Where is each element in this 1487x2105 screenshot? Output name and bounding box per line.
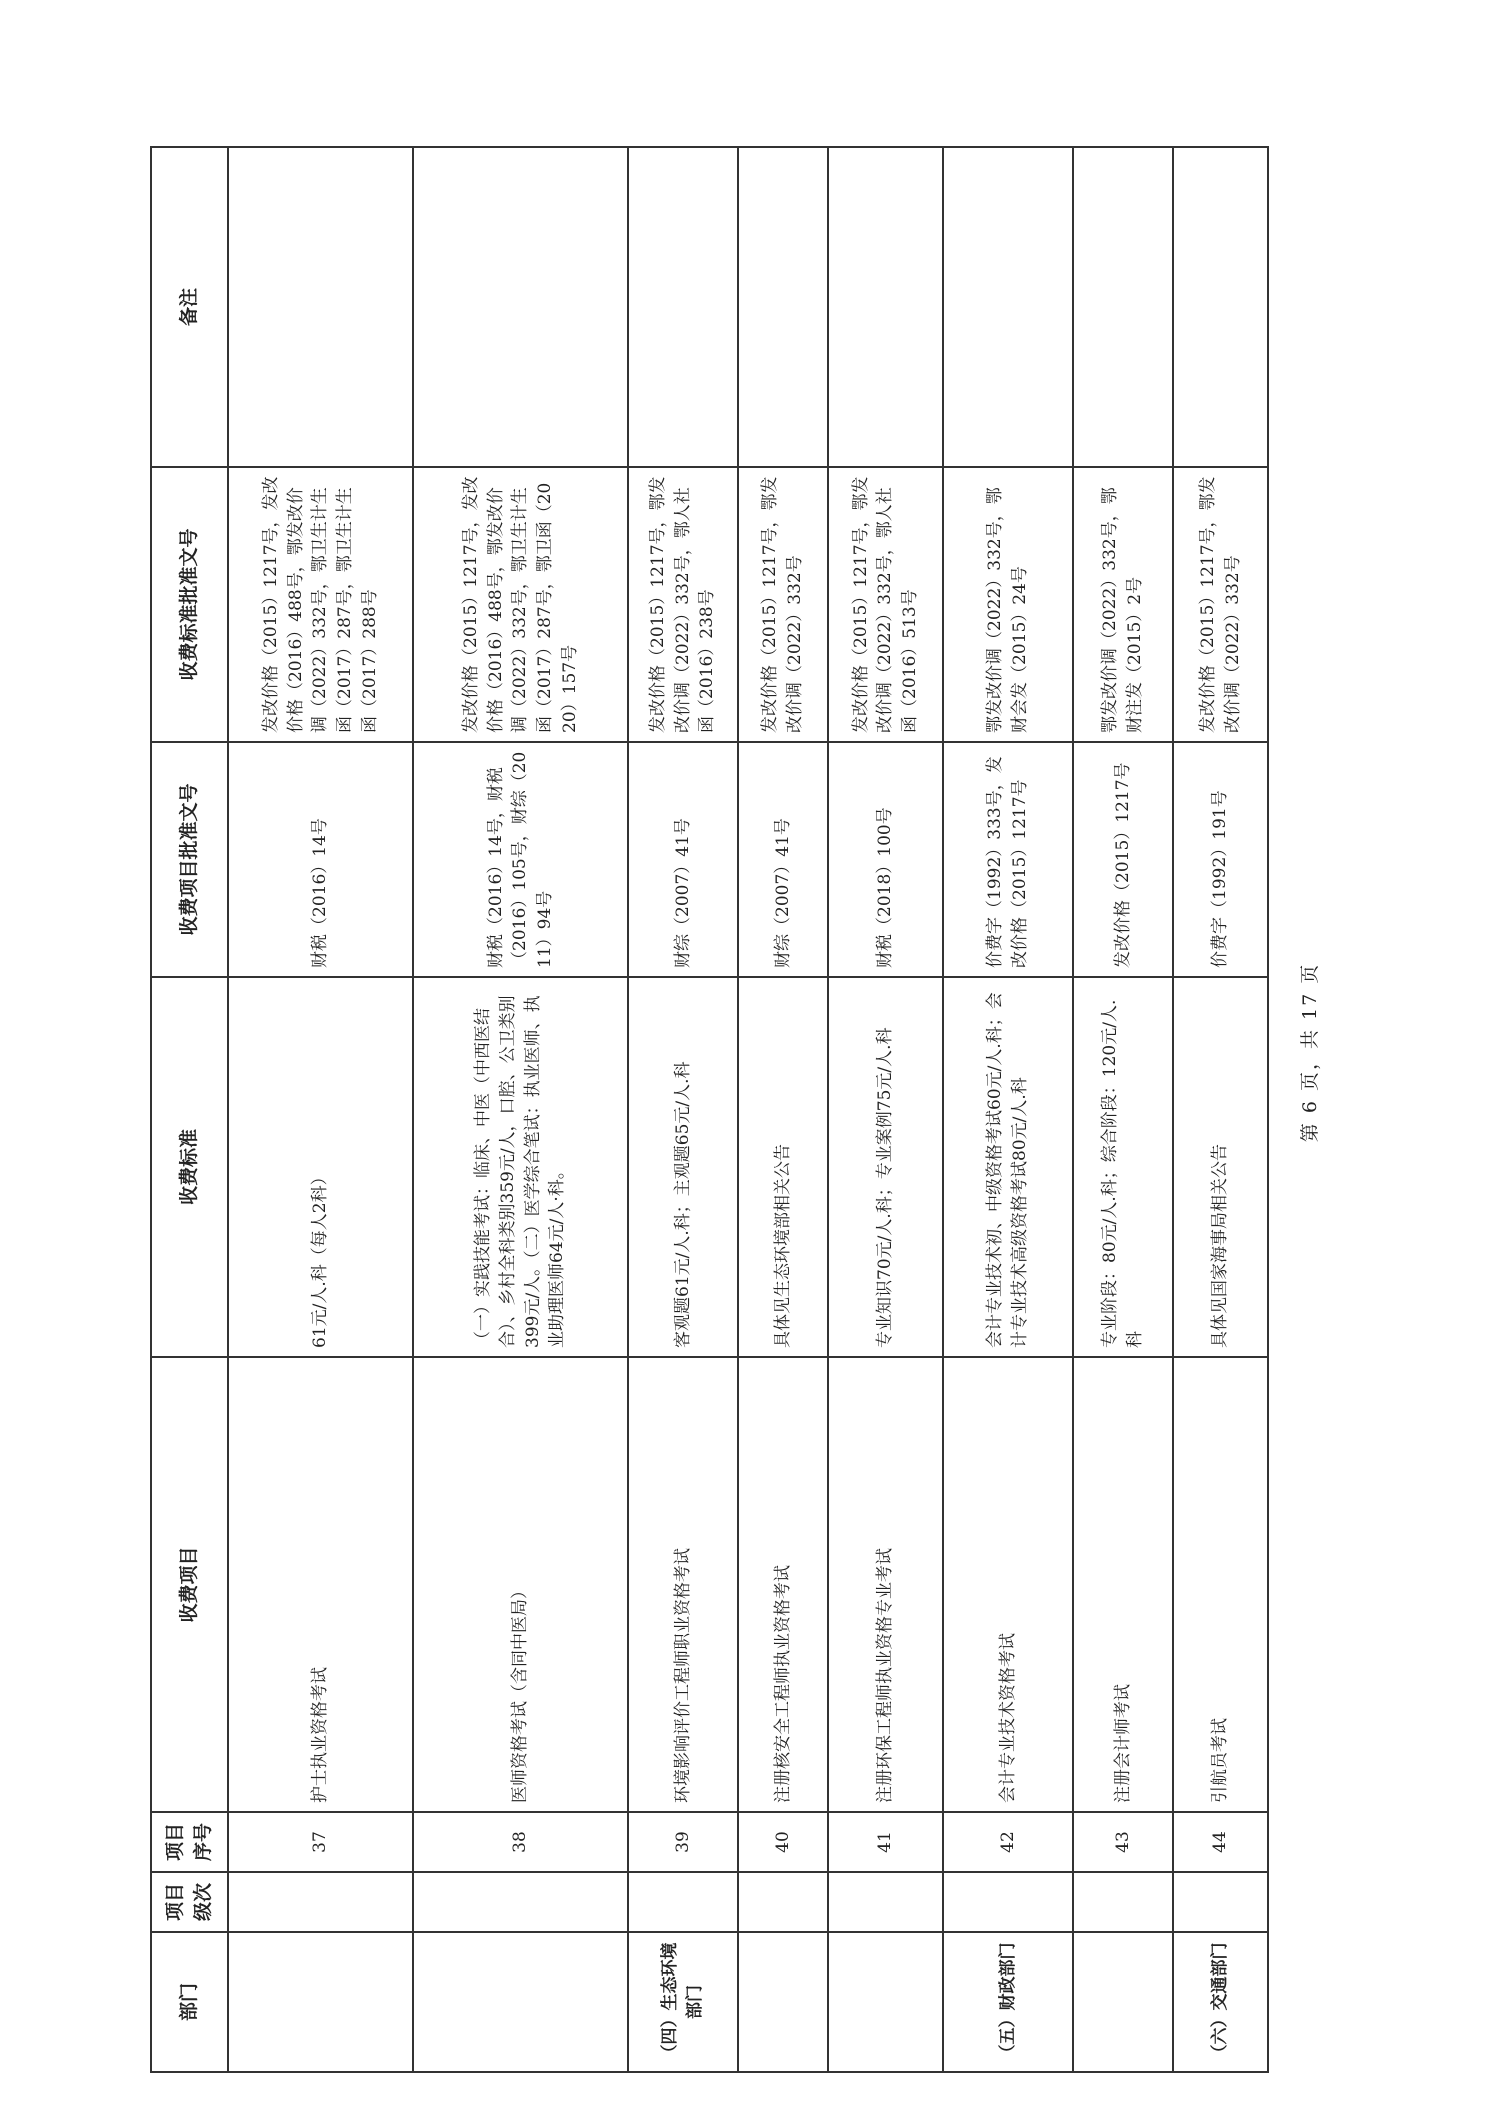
cell-note bbox=[228, 147, 413, 467]
cell-price-doc: 发改价格（2015）1217号，鄂发改价调（2022）332号 bbox=[738, 467, 828, 742]
header-level: 项目级次 bbox=[151, 1872, 228, 1932]
cell-project-doc: 财综（2007）41号 bbox=[738, 742, 828, 977]
table-row bbox=[1173, 147, 1268, 2072]
cell-price-doc: 发改价格（2015）1217号，鄂发改价调（2022）332号，鄂人社函（2016）513号 bbox=[828, 467, 943, 742]
cell-seq: 38 bbox=[413, 1812, 628, 1872]
cell-price-doc: 发改价格（2015）1217号，鄂发改价调（2022）332号，鄂人社函（2016）238号 bbox=[628, 467, 738, 742]
cell-item: 环境影响评价工程师职业资格考试 bbox=[628, 1357, 738, 1812]
cell-note bbox=[943, 147, 1073, 467]
cell-level bbox=[628, 1872, 738, 1932]
cell-project-doc: 财综（2007）41号 bbox=[628, 742, 738, 977]
cell-standard: 61元/人.科（每人2科） bbox=[228, 977, 413, 1357]
cell-note bbox=[413, 147, 628, 467]
cell-standard: 客观题61元/人.科；主观题65元/人.科 bbox=[628, 977, 738, 1357]
cell-project-doc: 财税（2018）100号 bbox=[828, 742, 943, 977]
cell-level bbox=[943, 1872, 1073, 1932]
cell-department: （五）财政部门 bbox=[943, 1932, 1073, 2072]
cell-level bbox=[738, 1872, 828, 1932]
cell-level bbox=[1073, 1872, 1173, 1932]
table-row bbox=[413, 147, 628, 2072]
header-price-doc: 收费标准批准文号 bbox=[151, 467, 228, 742]
cell-project-doc: 财税（2016）14号，财税（2016）105号，财综（2011）94号 bbox=[413, 742, 628, 977]
cell-seq: 44 bbox=[1173, 1812, 1268, 1872]
cell-price-doc: 发改价格（2015）1217号，鄂发改价调（2022）332号 bbox=[1173, 467, 1268, 742]
cell-price-doc: 发改价格（2015）1217号，发改价格（2016）488号，鄂发改价调（2022）332号，鄂卫生计生函（2017）287号，鄂卫函（2020）157号 bbox=[413, 467, 628, 742]
cell-item: 注册环保工程师执业资格专业考试 bbox=[828, 1357, 943, 1812]
cell-project-doc: 发改价格（2015）1217号 bbox=[1073, 742, 1173, 977]
cell-standard: （一）实践技能考试：临床、中医（中西医结合）、乡村全科类别359元/人，口腔、公卫类别399元/人。（二）医学综合笔试：执业医师、执业助理医师64元/人·科。 bbox=[413, 977, 628, 1357]
cell-item: 会计专业技术资格考试 bbox=[943, 1357, 1073, 1812]
cell-item: 注册核安全工程师执业资格考试 bbox=[738, 1357, 828, 1812]
cell-item: 医师资格考试（含同中医局） bbox=[413, 1357, 628, 1812]
cell-standard: 会计专业技术初、中级资格考试60元/人.科；会计专业技术高级资格考试80元/人.科 bbox=[943, 977, 1073, 1357]
table-row bbox=[943, 147, 1073, 2072]
cell-standard: 专业知识70元/人.科；专业案例75元/人.科 bbox=[828, 977, 943, 1357]
cell-seq: 43 bbox=[1073, 1812, 1173, 1872]
cell-price-doc: 发改价格（2015）1217号，发改价格（2016）488号，鄂发改价调（2022）332号，鄂卫生计生函（2017）287号，鄂卫生计生函（2017）288号 bbox=[228, 467, 413, 742]
cell-department: （四）生态环境部门 bbox=[628, 1932, 738, 2072]
cell-standard: 具体见国家海事局相关公告 bbox=[1173, 977, 1268, 1357]
cell-note bbox=[828, 147, 943, 467]
cell-seq: 40 bbox=[738, 1812, 828, 1872]
cell-seq: 37 bbox=[228, 1812, 413, 1872]
header-note: 备注 bbox=[151, 147, 228, 467]
cell-level bbox=[1173, 1872, 1268, 1932]
cell-level bbox=[413, 1872, 628, 1932]
cell-project-doc: 价费字（1992）333号，发改价格（2015）1217号 bbox=[943, 742, 1073, 977]
cell-seq: 39 bbox=[628, 1812, 738, 1872]
header-department: 部门 bbox=[151, 1932, 228, 2072]
cell-note bbox=[738, 147, 828, 467]
table-row bbox=[1073, 147, 1173, 2072]
cell-price-doc: 鄂发改价调（2022）332号，鄂财注发（2015）2号 bbox=[1073, 467, 1173, 742]
cell-item: 引航员考试 bbox=[1173, 1357, 1268, 1812]
cell-seq: 41 bbox=[828, 1812, 943, 1872]
table-row bbox=[828, 147, 943, 2072]
cell-price-doc: 鄂发改价调（2022）332号，鄂财会发（2015）24号 bbox=[943, 467, 1073, 742]
header-project-doc: 收费项目批准文号 bbox=[151, 742, 228, 977]
cell-note bbox=[1173, 147, 1268, 467]
cell-level bbox=[228, 1872, 413, 1932]
cell-level bbox=[828, 1872, 943, 1932]
cell-note bbox=[628, 147, 738, 467]
cell-seq: 42 bbox=[943, 1812, 1073, 1872]
cell-standard: 专业阶段：80元/人.科；综合阶段：120元/人.科 bbox=[1073, 977, 1173, 1357]
fee-table bbox=[150, 146, 1269, 2073]
table-row bbox=[738, 147, 828, 2072]
cell-standard: 具体见生态环境部相关公告 bbox=[738, 977, 828, 1357]
header-seq: 项目序号 bbox=[151, 1812, 228, 1872]
header-standard: 收费标准 bbox=[151, 977, 228, 1357]
cell-department bbox=[1073, 1932, 1173, 2072]
cell-department bbox=[228, 1932, 413, 2072]
cell-department bbox=[413, 1932, 628, 2072]
cell-project-doc: 价费字（1992）191号 bbox=[1173, 742, 1268, 977]
header-item: 收费项目 bbox=[151, 1357, 228, 1812]
cell-item: 注册会计师考试 bbox=[1073, 1357, 1173, 1812]
cell-note bbox=[1073, 147, 1173, 467]
table-header-row bbox=[151, 147, 228, 2072]
cell-department bbox=[828, 1932, 943, 2072]
cell-project-doc: 财税（2016）14号 bbox=[228, 742, 413, 977]
cell-department bbox=[738, 1932, 828, 2072]
table-row bbox=[628, 147, 738, 2072]
table-row bbox=[228, 147, 413, 2072]
cell-department: （六）交通部门 bbox=[1173, 1932, 1268, 2072]
page-number: 第 6 页，共 17 页 bbox=[1299, 962, 1321, 1143]
cell-item: 护士执业资格考试 bbox=[228, 1357, 413, 1812]
